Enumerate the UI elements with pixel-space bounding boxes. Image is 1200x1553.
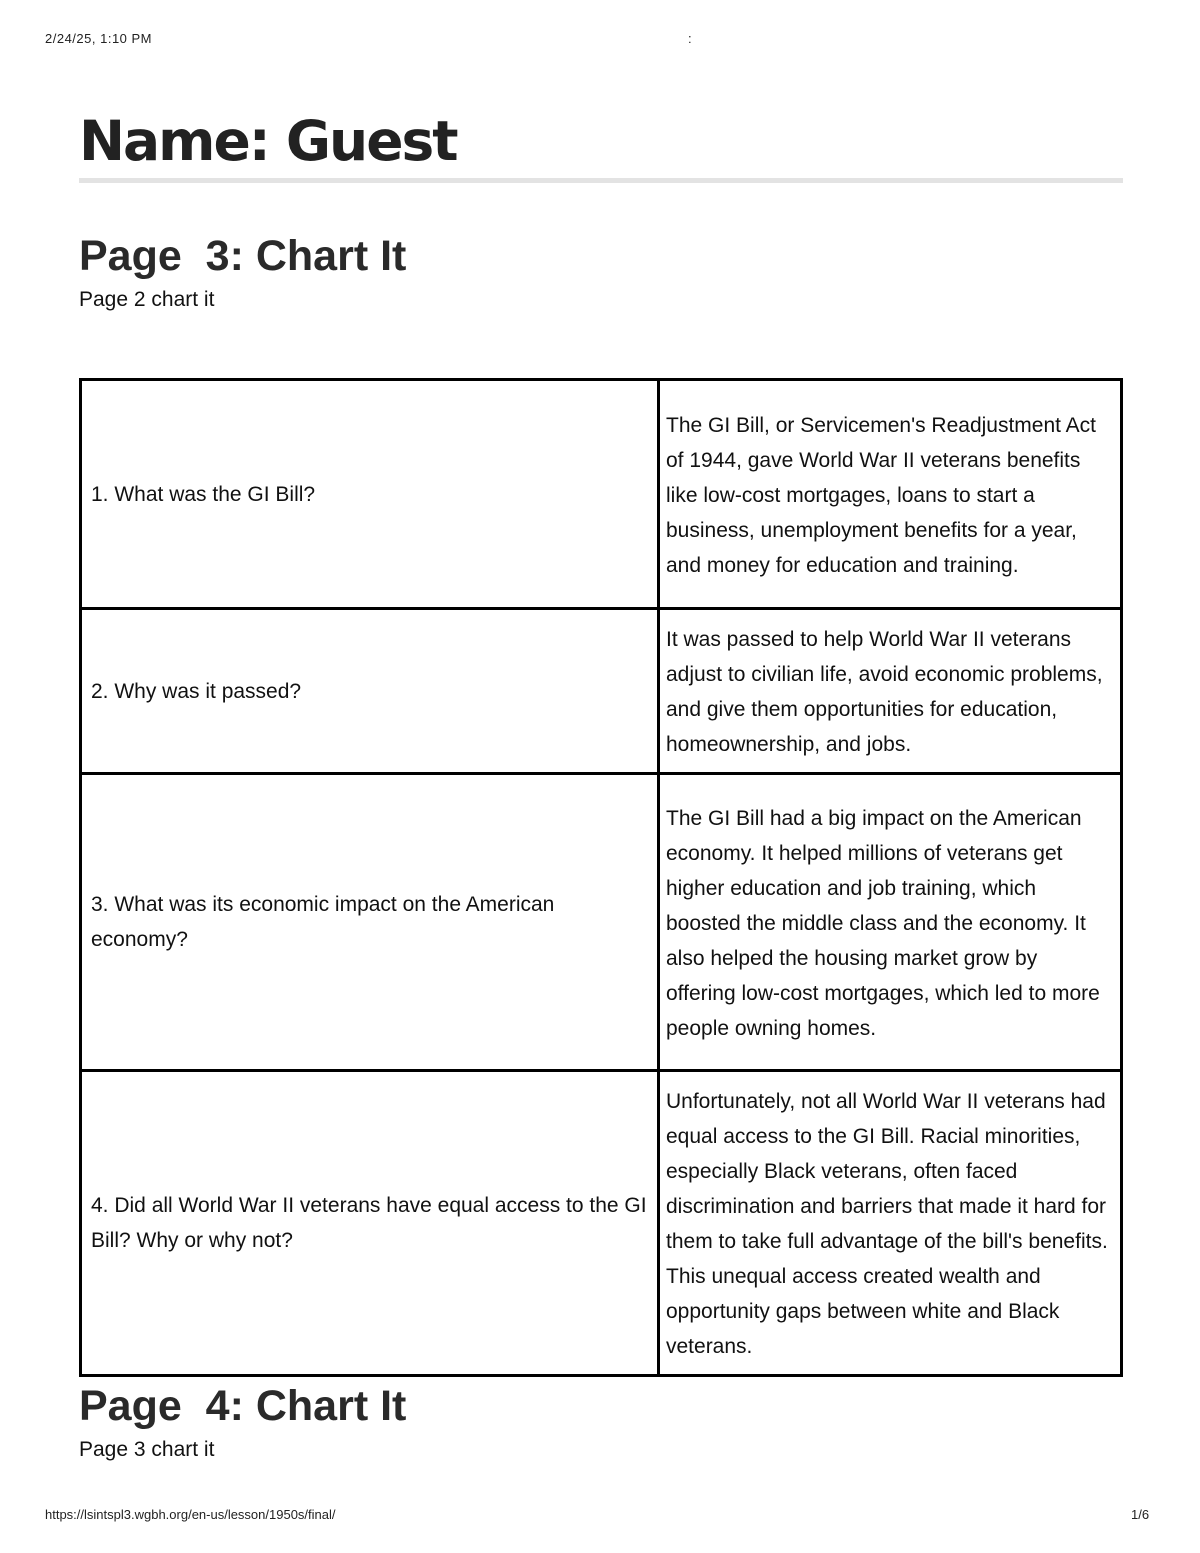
- answer-cell: Unfortunately, not all World War II veterans had equal access to the GI Bill. Racial minorities, especially Black veterans, often faced discrimination and barriers that made it hard for them to take full advantage of the bill's benefits. This unequal access created wealth and opportunity gaps between white and Black veterans.: [659, 1071, 1122, 1376]
- section-title-page-4: Page 4: Chart It: [79, 1382, 407, 1430]
- table-row: [81, 1071, 1122, 1376]
- section-subtitle-page-4: Page 3 chart it: [79, 1438, 215, 1461]
- answer-cell: It was passed to help World War II veterans adjust to civilian life, avoid economic problems, and give them opportunities for education, homeownership, and jobs.: [659, 609, 1122, 774]
- section-subtitle-page-3: Page 2 chart it: [79, 288, 215, 311]
- table-row: [81, 609, 1122, 774]
- table-row: [81, 774, 1122, 1071]
- question-cell: 4. Did all World War II veterans have equal access to the GI Bill? Why or why not?: [81, 1071, 659, 1376]
- header-separator: :: [688, 31, 692, 46]
- page-number: 1/6: [1131, 1507, 1150, 1522]
- chart-table: [79, 378, 1123, 1377]
- print-date: 2/24/25, 1:10 PM: [45, 31, 153, 46]
- title-divider: [79, 178, 1123, 183]
- question-cell: 3. What was its economic impact on the American economy?: [81, 774, 659, 1071]
- footer-url: https://lsintspl3.wgbh.org/en-us/lesson/1950s/final/: [45, 1507, 336, 1522]
- answer-cell: The GI Bill, or Servicemen's Readjustment Act of 1944, gave World War II veterans benefits like low-cost mortgages, loans to start a business, unemployment benefits for a year, and money for education and training.: [659, 380, 1122, 609]
- answer-cell: The GI Bill had a big impact on the American economy. It helped millions of veterans get higher education and job training, which boosted the middle class and the economy. It also helped the housing market grow by offering low-cost mortgages, which led to more people owning homes.: [659, 774, 1122, 1071]
- section-title-page-3: Page 3: Chart It: [79, 232, 407, 280]
- student-name-title: Name: Guest: [79, 109, 457, 173]
- table-row: [81, 380, 1122, 609]
- question-cell: 1. What was the GI Bill?: [81, 380, 659, 609]
- question-cell: 2. Why was it passed?: [81, 609, 659, 774]
